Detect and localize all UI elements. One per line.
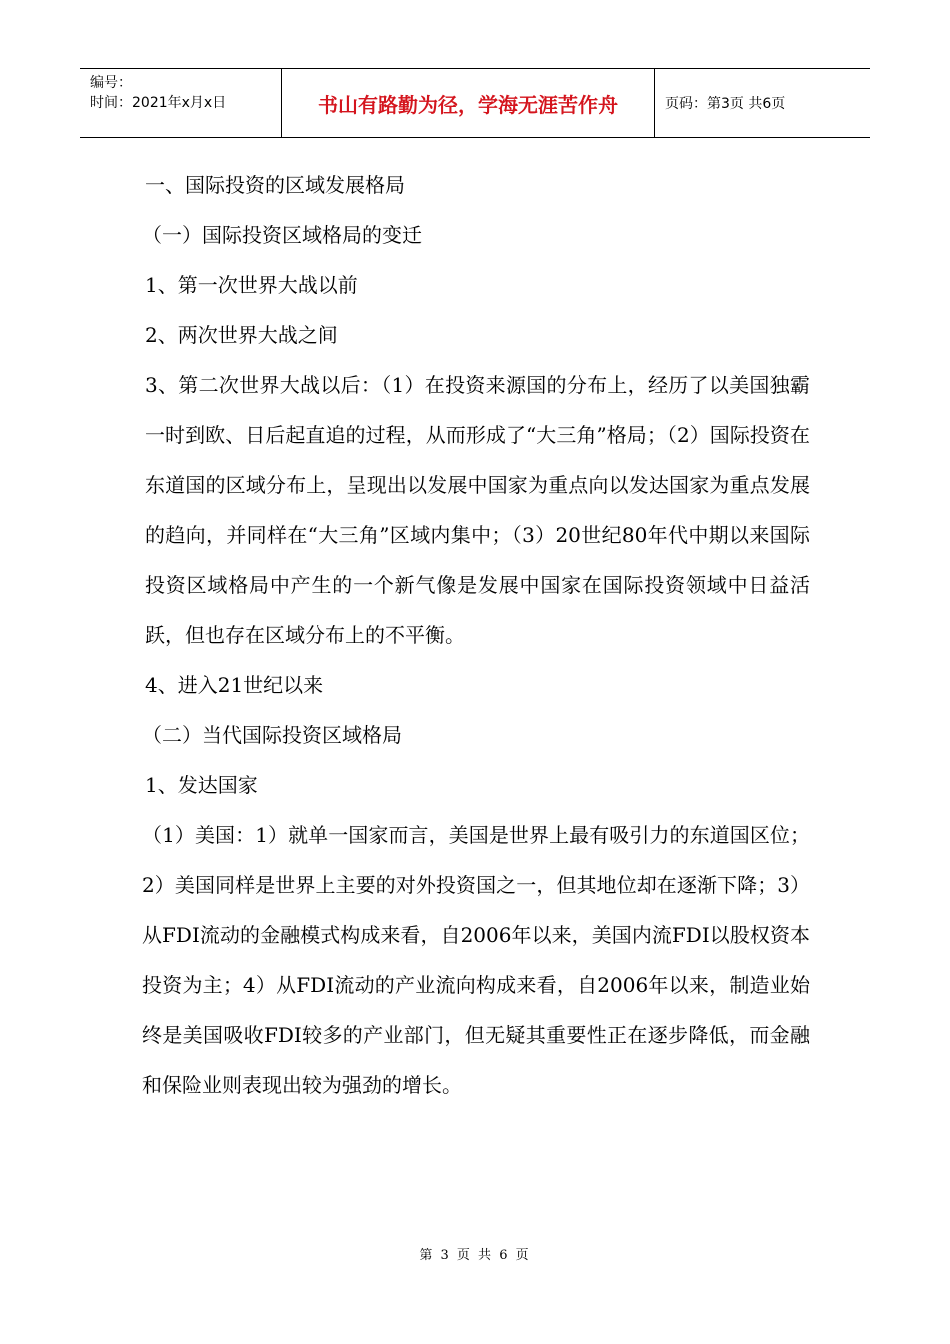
page-label: 页码：第3页 共6页 <box>665 96 786 112</box>
page-number-cell <box>655 69 870 137</box>
motto-cell <box>282 69 655 137</box>
subsection-heading: （一）国际投资区域格局的变迁 <box>142 223 422 247</box>
motto-text: 书山有路勤为径，学海无涯苦作舟 <box>318 92 618 117</box>
paragraph-post-war: 3、第二次世界大战以后：（1）在投资来源国的分布上，经历了以美国独霸一时到欧、日后起直追的过程，从而形成了“大三角”格局；（2）国际投资在东道国的区域分布上，呈现出以发展中国家为重点向以发达国家为重点发展的趋向，并同样在“大三角”区域内集中；（3）20世纪80年代中期以来国际投资区域格局中产生的一个新气像是发展中国家在国际投资领域中日益活跃，但也存在区域分布上的不平衡。 <box>145 373 810 647</box>
header-left-cell <box>80 69 282 137</box>
subsection-heading: （二）当代国际投资区域格局 <box>142 723 402 747</box>
document-header <box>80 68 870 138</box>
paragraph-us: （1）美国：1）就单一国家而言，美国是世界上最有吸引力的东道国区位；2）美国同样是世界上主要的对外投资国之一，但其地位却在逐渐下降；3）从FDI流动的金融模式构成来看，自2006年以来，美国内流FDI以股权资本投资为主；4）从FDI流动的产业流向构成来看，自2006年以来，制造业始终是美国吸收FDI较多的产业部门，但无疑其重要性正在逐步降低，而金融和保险业则表现出较为强劲的增长。 <box>142 823 810 1097</box>
number-label: 编号： <box>90 75 132 91</box>
list-item: 4、进入21世纪以来 <box>145 673 324 697</box>
page-footer: 第 3 页 共 6 页 <box>419 1248 531 1263</box>
section-heading: 一、国际投资的区域发展格局 <box>145 173 405 197</box>
list-item: 2、两次世界大战之间 <box>145 323 338 347</box>
time-label: 时间：2021年x月x日 <box>90 95 227 111</box>
list-item: 1、第一次世界大战以前 <box>145 273 358 297</box>
document-body <box>142 160 810 1110</box>
list-item: 1、发达国家 <box>145 773 258 797</box>
